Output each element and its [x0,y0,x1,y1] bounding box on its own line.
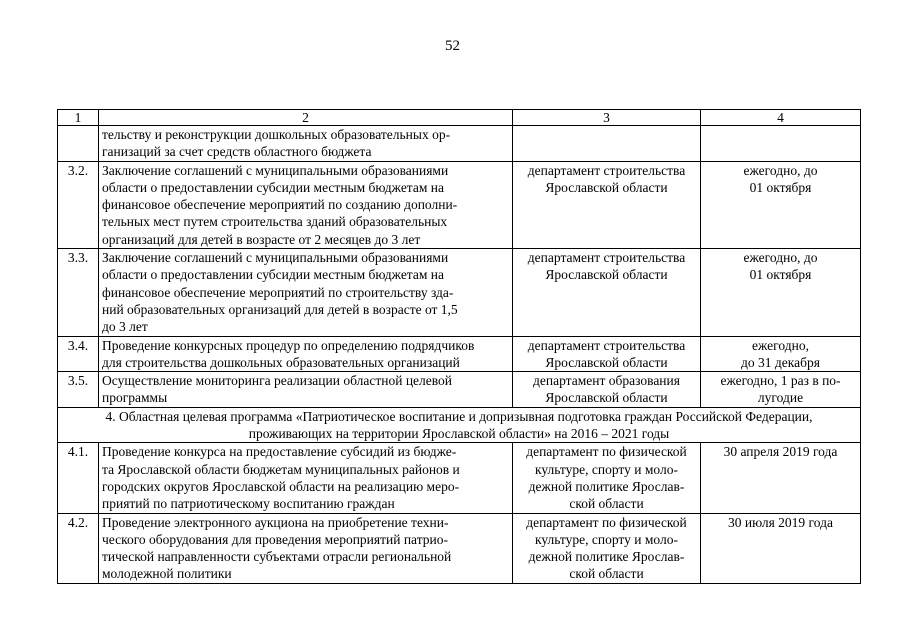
item-deadline [701,126,861,162]
section-heading: 4. Областная целевая программа «Патриотическое воспитание и допризывная подготовка граждан Российской Федерации, проживающих на территории Ярославской области» на 2016 – 2021 годы [58,407,861,443]
item-deadline: ежегодно, до 31 декабря [701,336,861,372]
item-description: тельству и реконструкции дошкольных образовательных ор- ганизаций за счет средств областного бюджета [99,126,513,162]
table-row [58,443,861,513]
table-row [58,126,861,162]
item-number: 3.3. [58,249,99,336]
table-row [58,161,861,248]
item-responsible: департамент по физической культуре, спорту и моло- дежной политике Ярослав- ской области [513,443,701,513]
item-number: 3.2. [58,161,99,248]
item-responsible: департамент строительства Ярославской области [513,336,701,372]
item-deadline: ежегодно, до 01 октября [701,161,861,248]
table-body-section-4 [58,443,861,583]
item-responsible: департамент строительства Ярославской области [513,249,701,336]
table-row [58,372,861,408]
item-number: 3.5. [58,372,99,408]
table-row [58,336,861,372]
table-body-section-3 [58,126,861,408]
item-number [58,126,99,162]
item-description: Осуществление мониторинга реализации областной целевой программы [99,372,513,408]
item-description: Проведение электронного аукциона на приобретение техни- ческого оборудования для проведения мероприятий патрио- тической направленности субъектами отрасли региональной молодежной политики [99,513,513,583]
item-deadline: 30 июля 2019 года [701,513,861,583]
item-responsible: департамент образования Ярославской области [513,372,701,408]
item-responsible: департамент строительства Ярославской области [513,161,701,248]
item-responsible: департамент по физической культуре, спорту и моло- дежной политике Ярослав- ской области [513,513,701,583]
header-col-2: 2 [99,110,513,126]
item-description: Заключение соглашений с муниципальными образованиями области о предоставлении субсидии местным бюджетам на финансовое обеспечение мероприятий по созданию дополни- тельных мест путем строительства зданий образовательных организаций для детей в возрасте от 2 месяцев до 3 лет [99,161,513,248]
item-description: Проведение конкурса на предоставление субсидий из бюдже- та Ярославской области бюджетам муниципальных районов и городских округов Ярославской области на реализацию меро- приятий по патриотическому воспитанию граждан [99,443,513,513]
item-number: 3.4. [58,336,99,372]
item-responsible [513,126,701,162]
plan-table [57,109,861,584]
item-description: Проведение конкурсных процедур по определению подрядчиков для строительства дошкольных образовательных организаций [99,336,513,372]
header-col-4: 4 [701,110,861,126]
item-deadline: ежегодно, 1 раз в по- лугодие [701,372,861,408]
table-body-section-4-heading [58,407,861,443]
header-col-3: 3 [513,110,701,126]
table-row [58,513,861,583]
page-number: 52 [445,38,460,54]
item-deadline: ежегодно, до 01 октября [701,249,861,336]
item-number: 4.1. [58,443,99,513]
item-description: Заключение соглашений с муниципальными образованиями области о предоставлении субсидии местным бюджетам на финансовое обеспечение мероприятий по строительству зда- ний образовательных организаций для детей в возрасте от 1,5 до 3 лет [99,249,513,336]
header-col-1: 1 [58,110,99,126]
section-heading-row [58,407,861,443]
table-row [58,249,861,336]
item-number: 4.2. [58,513,99,583]
header-row [58,110,861,126]
item-deadline: 30 апреля 2019 года [701,443,861,513]
